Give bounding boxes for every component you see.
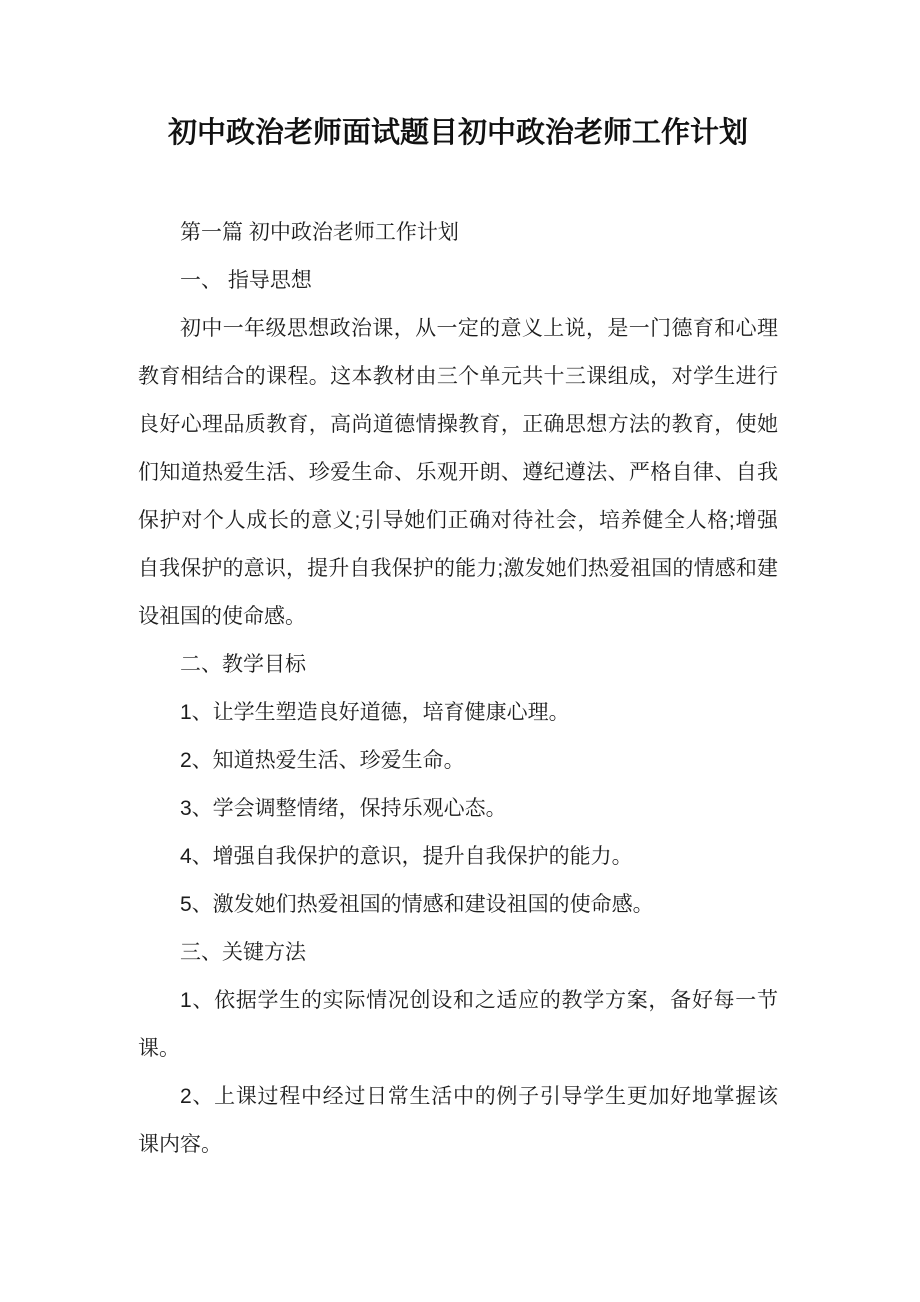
heading-guiding-ideology: 一、 指导思想 xyxy=(180,269,312,292)
list-item-method-2: 2、上课过程中经过日常生活中的例子引导学生更加好地掌握该课内容。 xyxy=(138,1085,778,1156)
document-body xyxy=(138,111,778,1169)
list-item-goal-3: 3、学会调整情绪，保持乐观心态。 xyxy=(180,797,507,820)
paragraph-guiding-ideology: 初中一年级思想政治课，从一定的意义上说，是一门德育和心理教育相结合的课程。这本教材由三个单元共十三课组成，对学生进行良好心理品质教育，高尚道德情操教育，正确思想方法的教育，使她们知道热爱生活、珍爱生命、乐观开朗、遵纪遵法、严格自律、自我保护对个人成长的意义;引导她们正确对待社会，培养健全人格;增强自我保护的意识，提升自我保护的能力;激发她们热爱祖国的情感和建设祖国的使命感。 xyxy=(138,317,778,628)
subtitle-part-one: 第一篇 初中政治老师工作计划 xyxy=(180,221,459,244)
list-item-goal-1: 1、让学生塑造良好道德，培育健康心理。 xyxy=(180,701,570,724)
heading-key-methods: 三、关键方法 xyxy=(180,941,306,964)
list-item-goal-2: 2、知道热爱生活、珍爱生命。 xyxy=(180,749,465,772)
list-item-goal-5: 5、激发她们热爱祖国的情感和建设祖国的使命感。 xyxy=(180,893,654,916)
heading-teaching-goals: 二、教学目标 xyxy=(180,653,306,676)
list-item-goal-4: 4、增强自我保护的意识，提升自我保护的能力。 xyxy=(180,845,633,868)
document-title: 初中政治老师面试题目初中政治老师工作计划 xyxy=(167,117,748,149)
list-item-method-1: 1、依据学生的实际情况创设和之适应的教学方案，备好每一节课。 xyxy=(138,989,778,1060)
